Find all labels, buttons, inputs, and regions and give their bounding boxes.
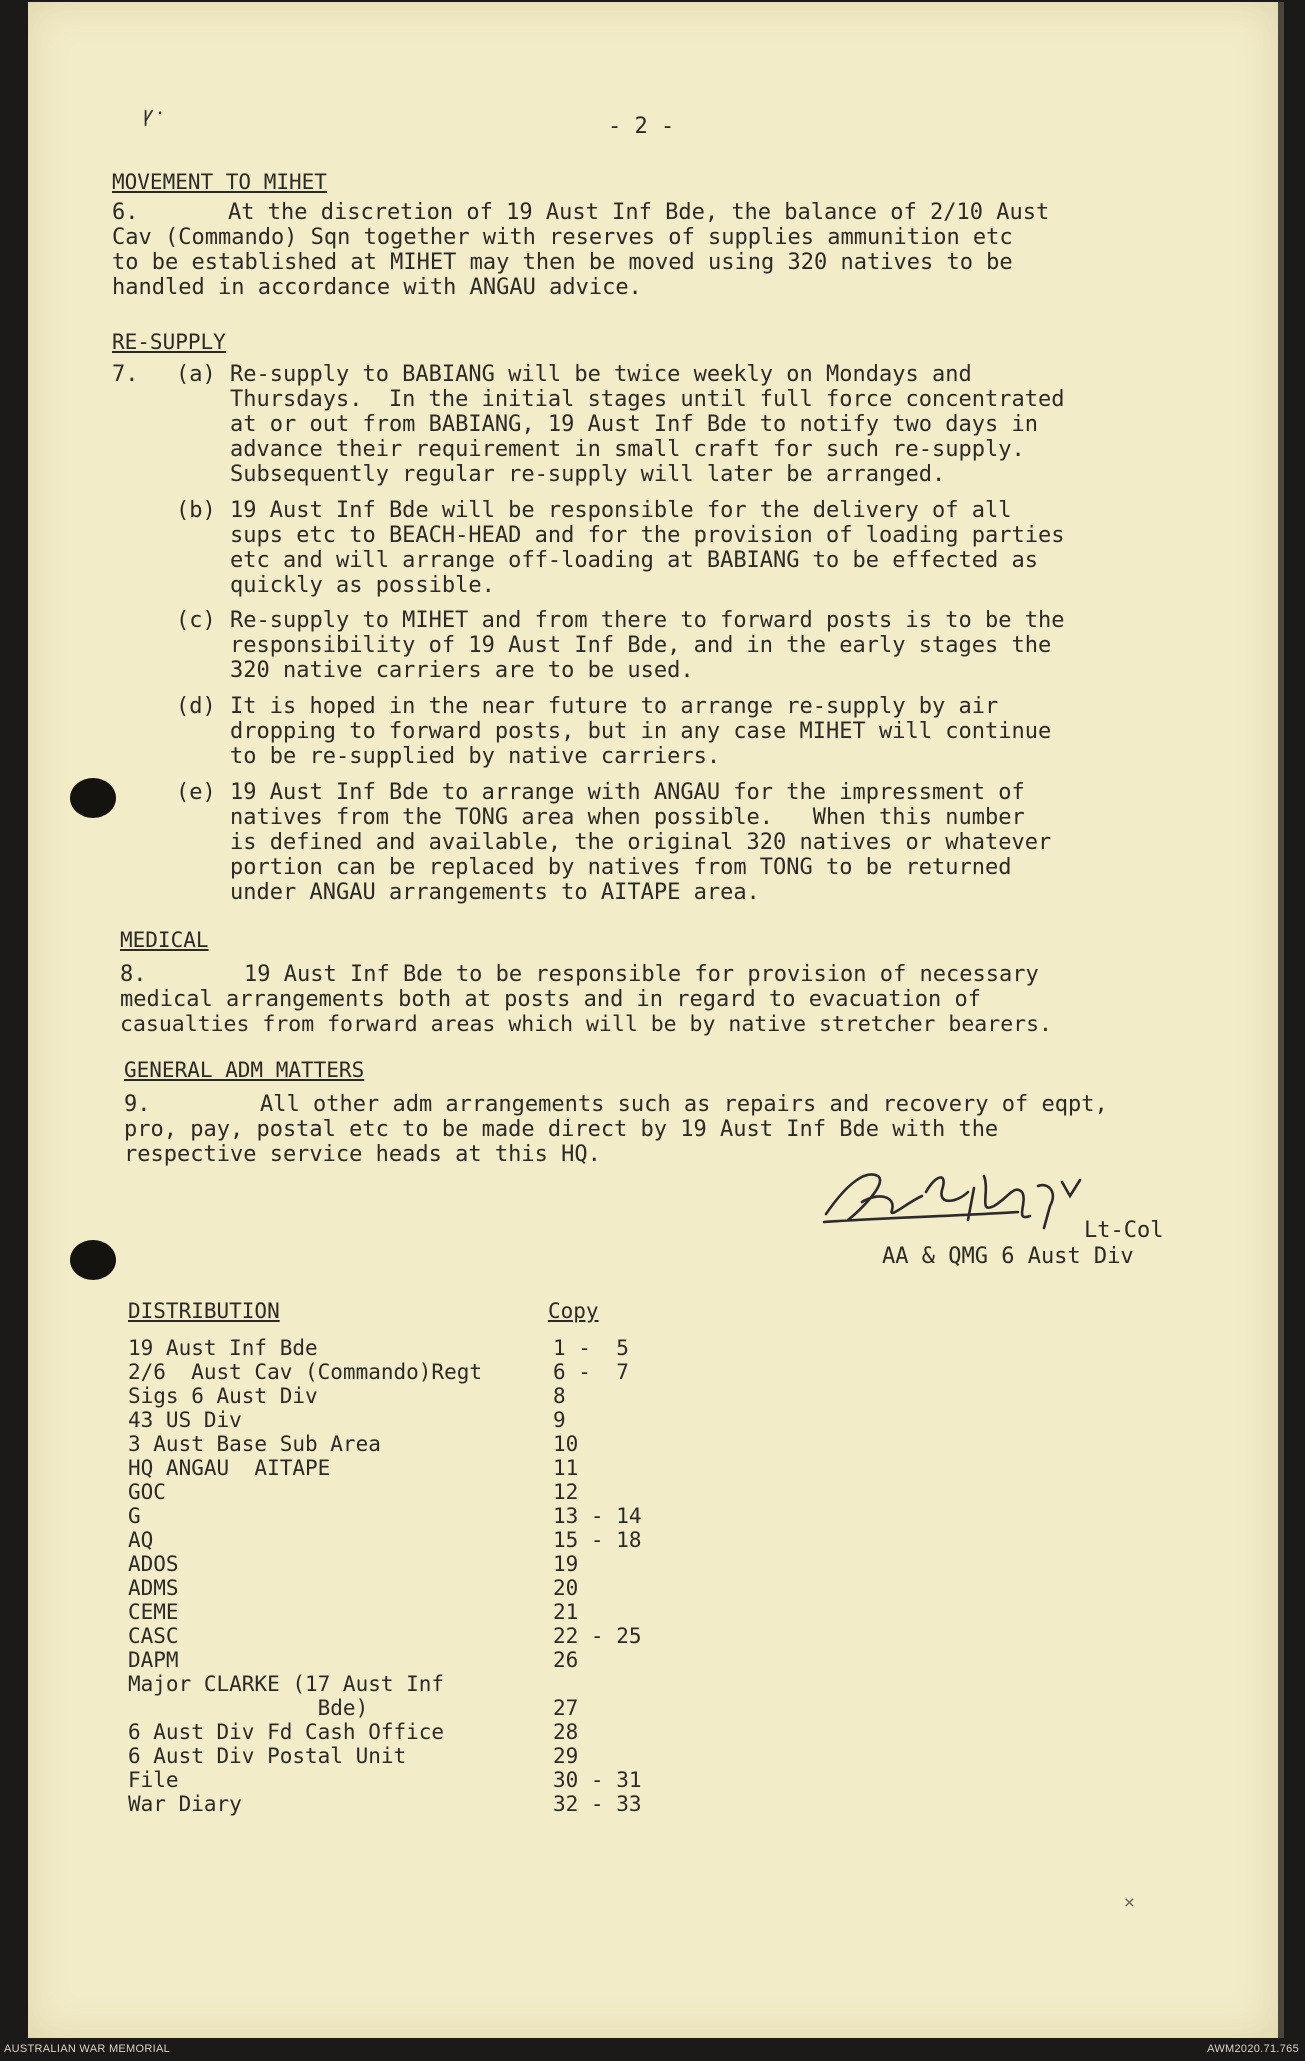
paragraph-number: 7. [112, 362, 139, 387]
paragraph-line: pro, pay, postal etc to be made direct by 19 Aust Inf Bde with the [124, 1117, 999, 1142]
distribution-copy: 9 [553, 1408, 566, 1432]
section-heading: MOVEMENT TO MIHET [112, 170, 327, 194]
subitem-label: (a) [176, 362, 216, 387]
subitem-label: (b) [176, 498, 216, 523]
distribution-copy: 26 [553, 1648, 579, 1672]
paragraph-line: All other adm arrangements such as repairs and recovery of eqpt, [260, 1092, 1108, 1117]
paragraph-line: At the discretion of 19 Aust Inf Bde, the balance of 2/10 Aust [228, 200, 1050, 225]
distribution-name: 2/6 Aust Cav (Commando)Regt [128, 1360, 483, 1384]
subitem-line: Re-supply to MIHET and from there to forward posts is to be the [230, 608, 1065, 633]
copy-heading: Copy [548, 1299, 599, 1323]
distribution-name: CEME [128, 1600, 179, 1624]
subitem-label: (e) [176, 780, 216, 805]
distribution-name: ADMS [128, 1576, 179, 1600]
document-page [28, 2, 1278, 2038]
distribution-copy: 1 - 5 [553, 1336, 629, 1360]
distribution-copy: 29 [553, 1744, 579, 1768]
subitem-line: at or out from BABIANG, 19 Aust Inf Bde to notify two days in [230, 412, 1038, 437]
signature-appointment: AA & QMG 6 Aust Div [882, 1244, 1134, 1269]
page-number: - 2 - [608, 114, 675, 139]
page-edge [1278, 2, 1284, 2038]
margin-mark: × [1124, 1892, 1135, 1913]
distribution-copy: 13 - 14 [553, 1504, 642, 1528]
handwritten-signature [818, 1162, 1108, 1232]
punch-hole [70, 1240, 116, 1280]
distribution-name: Major CLARKE (17 Aust Inf [128, 1672, 445, 1696]
distribution-heading: DISTRIBUTION [128, 1299, 280, 1323]
distribution-copy: 8 [553, 1384, 566, 1408]
paragraph-line: to be established at MIHET may then be moved using 320 natives to be [112, 250, 1013, 275]
footer-credit: AUSTRALIAN WAR MEMORIAL [4, 2043, 171, 2055]
subitem-line: Re-supply to BABIANG will be twice weekly on Mondays and [230, 362, 972, 387]
subitem-label: (c) [176, 608, 216, 633]
subitem-line: responsibility of 19 Aust Inf Bde, and in the early stages the [230, 633, 1052, 658]
subitem-line: advance their requirement in small craft for such re-supply. [230, 437, 1025, 462]
distribution-name: 6 Aust Div Fd Cash Office [128, 1720, 445, 1744]
distribution-copy: 6 - 7 [553, 1360, 629, 1384]
distribution-name: G [128, 1504, 141, 1528]
paragraph-number: 8. [120, 962, 147, 987]
distribution-copy: 21 [553, 1600, 579, 1624]
subitem-line: natives from the TONG area when possible. When this number [230, 805, 1025, 830]
distribution-name: HQ ANGAU AITAPE [128, 1456, 331, 1480]
paragraph-number: 6. [112, 200, 139, 225]
section-heading: RE-SUPPLY [112, 330, 226, 354]
subitem-label: (d) [176, 694, 216, 719]
distribution-name: 19 Aust Inf Bde [128, 1336, 318, 1360]
subitem-line: portion can be replaced by natives from TONG to be returned [230, 855, 1012, 880]
distribution-name: 43 US Div [128, 1408, 242, 1432]
distribution-name: CASC [128, 1624, 179, 1648]
subitem-line: to be re-supplied by native carriers. [230, 744, 721, 769]
distribution-name: Sigs 6 Aust Div [128, 1384, 318, 1408]
paragraph-line: medical arrangements both at posts and in regard to evacuation of [120, 987, 981, 1012]
paragraph-line: casualties from forward areas which will be by native stretcher bearers. [120, 1012, 1052, 1037]
signature-rank: Lt-Col [1084, 1218, 1164, 1243]
distribution-name: War Diary [128, 1792, 242, 1816]
section-heading: MEDICAL [120, 928, 209, 952]
distribution-name: 6 Aust Div Postal Unit [128, 1744, 407, 1768]
subitem-line: 320 native carriers are to be used. [230, 658, 694, 683]
distribution-copy: 27 [553, 1696, 579, 1720]
section-heading: GENERAL ADM MATTERS [124, 1058, 365, 1082]
distribution-copy: 20 [553, 1576, 579, 1600]
distribution-copy: 28 [553, 1720, 579, 1744]
subitem-line: sups etc to BEACH-HEAD and for the provision of loading parties [230, 523, 1065, 548]
subitem-line: 19 Aust Inf Bde to arrange with ANGAU for the impressment of [230, 780, 1025, 805]
paragraph-number: 9. [124, 1092, 151, 1117]
subitem-line: dropping to forward posts, but in any case MIHET will continue [230, 719, 1052, 744]
distribution-name: AQ [128, 1528, 154, 1552]
subitem-line: It is hoped in the near future to arrange re-supply by air [230, 694, 999, 719]
paragraph-line: respective service heads at this HQ. [124, 1142, 601, 1167]
distribution-copy: 10 [553, 1432, 579, 1456]
subitem-line: quickly as possible. [230, 573, 495, 598]
distribution-name: GOC [128, 1480, 166, 1504]
distribution-copy: 12 [553, 1480, 579, 1504]
punch-hole [70, 778, 116, 818]
subitem-line: Subsequently regular re-supply will later be arranged. [230, 462, 946, 487]
distribution-copy: 22 - 25 [553, 1624, 642, 1648]
distribution-copy: 32 - 33 [553, 1792, 642, 1816]
distribution-name: File [128, 1768, 179, 1792]
paragraph-line: Cav (Commando) Sqn together with reserves of supplies ammunition etc [112, 225, 1013, 250]
distribution-name: 3 Aust Base Sub Area [128, 1432, 381, 1456]
subitem-line: etc and will arrange off-loading at BABIANG to be effected as [230, 548, 1038, 573]
subitem-line: under ANGAU arrangements to AITAPE area. [230, 880, 760, 905]
paragraph-line: handled in accordance with ANGAU advice. [112, 275, 642, 300]
subitem-line: Thursdays. In the initial stages until full force concentrated [230, 387, 1065, 412]
paragraph-line: 19 Aust Inf Bde to be responsible for provision of necessary [244, 962, 1039, 987]
distribution-name: DAPM [128, 1648, 179, 1672]
footer-accession-number: AWM2020.71.765 [1207, 2043, 1299, 2055]
distribution-copy: 11 [553, 1456, 579, 1480]
distribution-name: Bde) [128, 1696, 369, 1720]
subitem-line: is defined and available, the original 320 natives or whatever [230, 830, 1052, 855]
distribution-copy: 15 - 18 [553, 1528, 642, 1552]
subitem-line: 19 Aust Inf Bde will be responsible for the delivery of all [230, 498, 1012, 523]
distribution-name: ADOS [128, 1552, 179, 1576]
distribution-copy: 30 - 31 [553, 1768, 642, 1792]
distribution-copy: 19 [553, 1552, 579, 1576]
corner-mark: ꝩ᠂ [143, 102, 162, 126]
